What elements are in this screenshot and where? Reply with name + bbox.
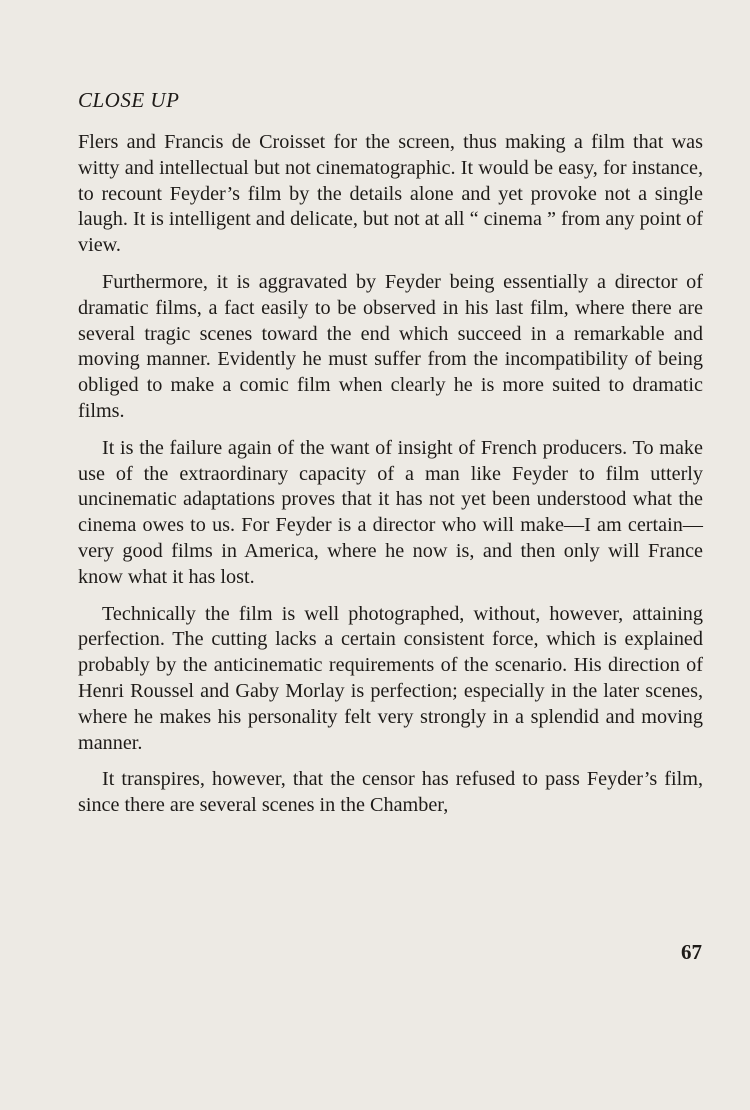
paragraph-4: Technically the film is well photographed, without, however, attaining perfection. The cutting lacks a certain consistent force, which is explained probably by the anticinematic requirements of the scenario. His direction of Henri Roussel and Gaby Morlay is perfection; especially in the later scenes, where he makes his personality felt very strongly in a splendid and moving manner. bbox=[78, 602, 703, 754]
page-number: 67 bbox=[681, 940, 702, 964]
paragraph-3: It is the failure again of the want of insight of French producers. To make use of the extraordinary capacity of a man like Feyder to film utterly uncinematic adaptations proves that it has not yet been understood what the cinema owes to us. For Feyder is a director who will make—I am certain—very good films in America, where he now is, and then only will France know what it has lost. bbox=[78, 436, 703, 588]
running-head: CLOSE UP bbox=[78, 88, 180, 112]
paragraph-5: It transpires, however, that the censor has refused to pass Feyder’s film, since there are several scenes in the Chamber, bbox=[78, 768, 703, 817]
body-text bbox=[78, 130, 703, 819]
paragraph-2: Furthermore, it is aggravated by Feyder being essentially a director of dramatic films, a fact easily to be observed in his last film, where there are several tragic scenes toward the end which succeed in a remarkable and moving manner. Evidently he must suffer from the incompatibility of being obliged to make a comic film when clearly he is more suited to dramatic films. bbox=[78, 270, 703, 422]
paragraph-1: Flers and Francis de Croisset for the screen, thus making a film that was witty and intellectual but not cinematographic. It would be easy, for instance, to recount Feyder’s film by the details alone and yet provoke not a single laugh. It is intelligent and delicate, but not at all “ cinema ” from any point of view. bbox=[78, 131, 703, 257]
